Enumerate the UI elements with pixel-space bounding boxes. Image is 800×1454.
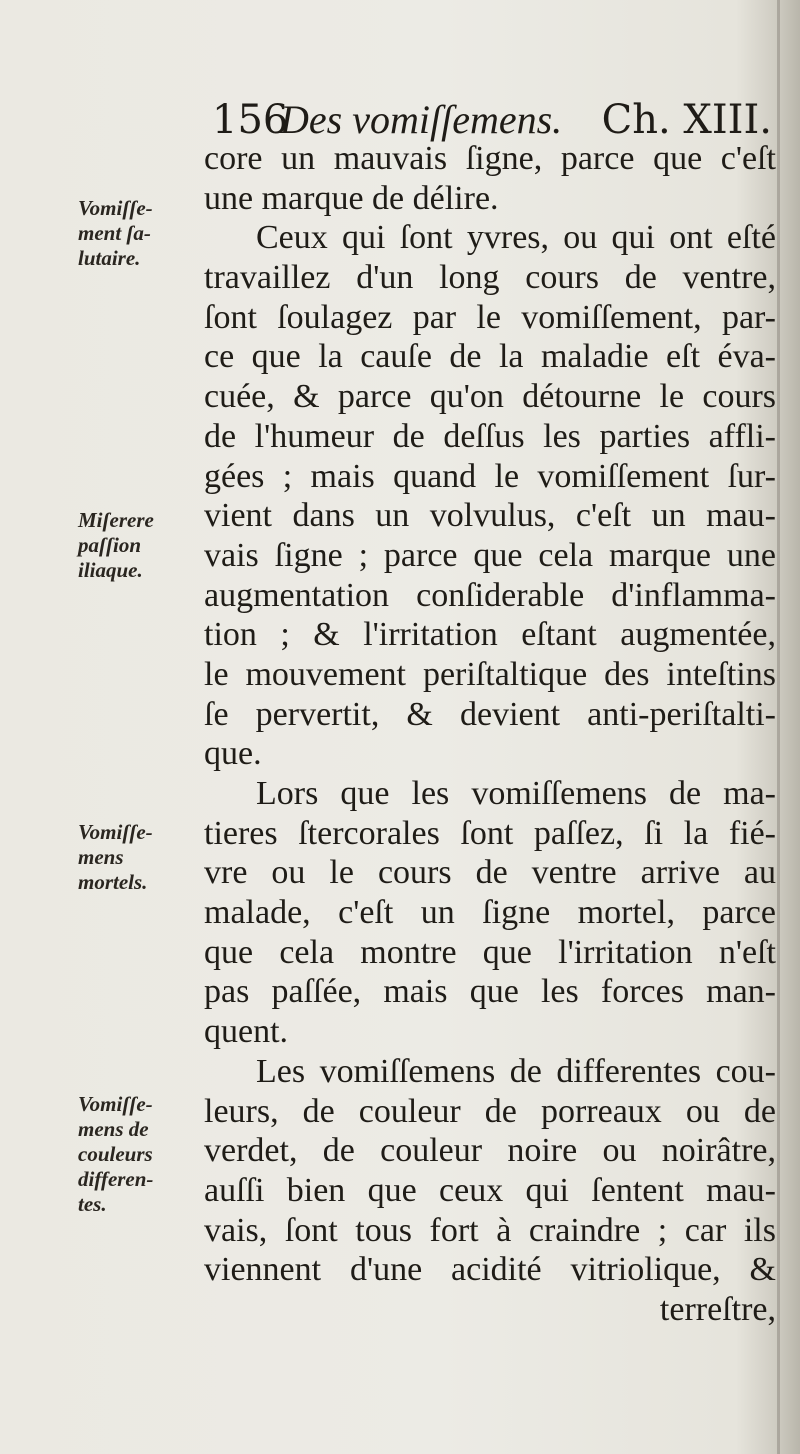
- margin-note: [78, 820, 208, 895]
- text-line: quent.: [204, 1013, 289, 1051]
- text-line: pas paſſée, mais que les forces man-: [204, 973, 776, 1011]
- text-line: auſſi bien que ceux qui ſentent mau-: [204, 1171, 776, 1209]
- running-title: Des vomiſſemens.: [280, 97, 563, 142]
- margin-note-line: differen-: [78, 1167, 154, 1191]
- body-text: [204, 139, 776, 1330]
- text-line: core un mauvais ſigne, parce que c'eſt: [204, 140, 776, 177]
- margin-note-line: mens: [78, 845, 124, 869]
- text-line: que cela montre que l'irritation n'eſt: [204, 933, 776, 971]
- text-line: une marque de délire.: [204, 179, 499, 217]
- text-line: ſont ſoulagez par le vomiſſement, par-: [204, 298, 776, 336]
- text-line: vient dans un volvulus, c'eſt un mau-: [204, 497, 776, 535]
- text-line: tieres ſtercorales ſont paſſez, ſi la fié-: [204, 814, 776, 852]
- margin-note-line: Vomiſſe-: [78, 196, 153, 220]
- text-line: Ceux qui ſont yvres, ou qui ont eſté: [256, 219, 776, 257]
- page-number: 156: [212, 97, 289, 143]
- text-line: malade, c'eſt un ſigne mortel, parce: [204, 894, 776, 932]
- page-fold-shadow: [777, 0, 780, 1454]
- text-line: que.: [204, 735, 262, 773]
- text-line: leurs, de couleur de porreaux ou de: [204, 1092, 776, 1130]
- margin-note-line: iliaque.: [78, 558, 143, 582]
- margin-note: [78, 508, 208, 583]
- text-line: viennent d'une acidité vitriolique, &: [204, 1251, 776, 1289]
- margin-note-line: mortels.: [78, 870, 148, 894]
- text-line: augmentation conſiderable d'inflamma-: [204, 576, 776, 614]
- text-line: de l'humeur de deſſus les parties affli-: [204, 417, 776, 455]
- text-line: cuée, & parce qu'on détourne le cours: [204, 378, 776, 416]
- margin-note-line: paſſion: [78, 533, 141, 557]
- chapter-label: Ch. XIII.: [601, 97, 772, 143]
- text-line: verdet, de couleur noire ou noirâtre,: [204, 1132, 776, 1170]
- margin-note-line: mens de: [78, 1117, 149, 1141]
- margin-note-line: Vomiſſe-: [78, 1092, 153, 1116]
- text-line: Les vomiſſemens de differentes cou-: [256, 1052, 776, 1090]
- text-line: vre ou le cours de ventre arrive au: [204, 854, 776, 892]
- text-line: tion ; & l'irritation eſtant augmentée,: [204, 616, 776, 654]
- margin-note: [78, 1092, 208, 1217]
- margin-note-line: Miſerere: [78, 508, 154, 532]
- text-line: travaillez d'un long cours de ventre,: [204, 259, 776, 297]
- catchword: terreſtre,: [659, 1290, 776, 1328]
- text-line: le mouvement periſtaltique des inteſtins: [204, 655, 776, 693]
- text-line: ſe pervertit, & devient anti-periſtalti-: [204, 695, 776, 733]
- text-line: gées ; mais quand le vomiſſement ſur-: [204, 457, 776, 495]
- text-line: vais, ſont tous fort à craindre ; car ils: [204, 1211, 776, 1249]
- text-line: ce que la cauſe de la maladie eſt éva-: [204, 338, 776, 376]
- margin-note-line: couleurs: [78, 1142, 153, 1166]
- margin-note-line: ment ſa-: [78, 221, 151, 245]
- margin-note-line: tes.: [78, 1192, 107, 1216]
- margin-note: [78, 196, 208, 271]
- margin-note-line: lutaire.: [78, 246, 141, 270]
- margin-note-line: Vomiſſe-: [78, 820, 153, 844]
- text-line: Lors que les vomiſſemens de ma-: [256, 775, 776, 812]
- text-line: vais ſigne ; parce que cela marque une: [204, 536, 776, 574]
